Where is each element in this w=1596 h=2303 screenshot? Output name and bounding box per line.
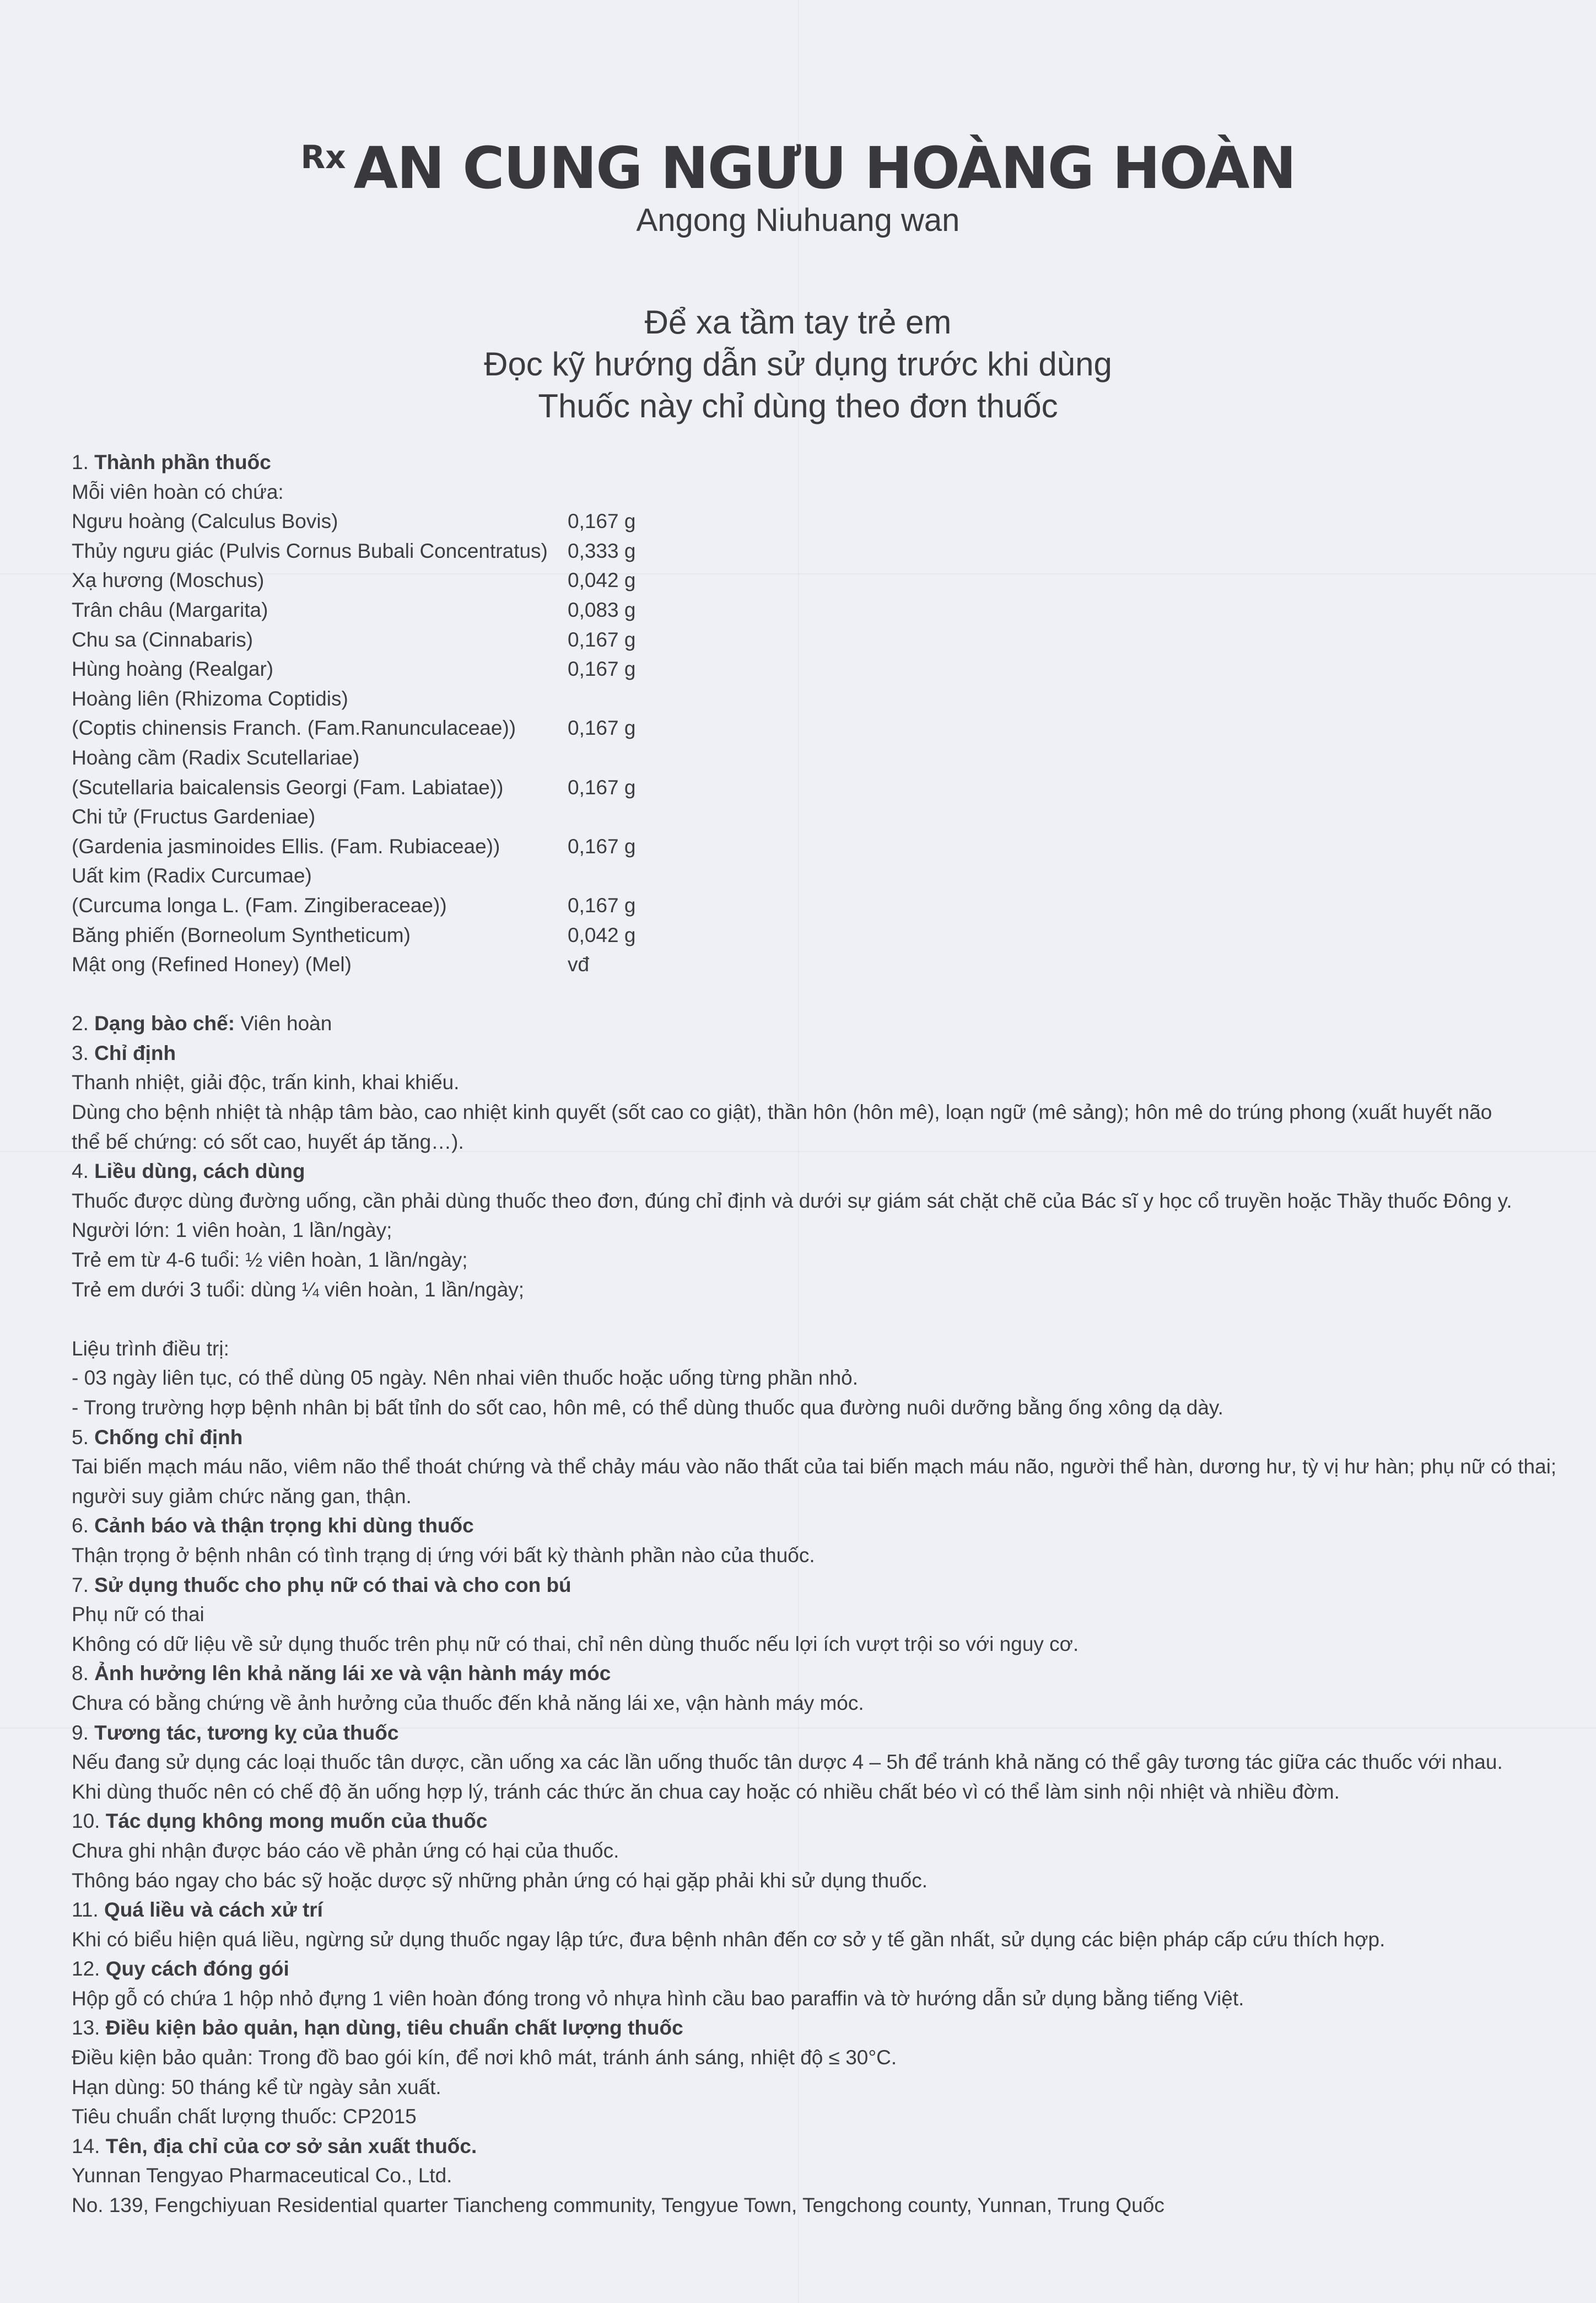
ingredient-row [72,654,1549,684]
body-text: Dùng cho bệnh nhiệt tà nhập tâm bào, cao nhiệt kinh quyết (sốt cao co giật), thần hôn (hôn mê), loạn ngữ (mê sảng); hôn mê do trúng phong (xuất huyết não [72,1101,1492,1124]
ingredient-amount: 0,083 g [568,598,636,621]
spacer [72,1304,1549,1334]
warning-block [0,302,1596,427]
ingredient-row [72,536,1549,566]
ingredient-amount [568,861,733,891]
ingredient-amount: 0,167 g [568,628,636,651]
section-number: 1. [72,451,89,473]
treatment-course-title: Liệu trình điều trị: [72,1337,229,1360]
section-heading [72,1806,1549,1836]
ingredient-row [72,625,1549,655]
section-number: 10. [72,1810,100,1833]
body-text: Hộp gỗ có chứa 1 hộp nhỏ đựng 1 viên hoàn đóng trong vỏ nhựa hình cầu bao paraffin và tờ hướng dẫn sử dụng bằng tiếng Việt. [72,1987,1244,2010]
warning-line: Đọc kỹ hướng dẫn sử dụng trước khi dùng [484,346,1112,383]
ingredient-amount: vđ [568,953,590,976]
section-heading [72,1659,1549,1688]
leaflet-body [72,448,1557,2220]
ingredient-name: Xạ hương (Moschus) [72,569,265,592]
ingredient-amount: 0,167 g [568,894,636,917]
manufacturer-address: No. 139, Fengchiyuan Residential quarter Tiancheng community, Tengyue Town, Tengchong county, Yunnan, Trung Quốc [72,2194,1164,2217]
body-text: Khi có biểu hiện quá liều, ngừng sử dụng thuốc ngay lập tức, đưa bệnh nhân đến cơ sở y tế gần nhất, sử dụng các biện pháp cấp cứu thích hợp. [72,1928,1385,1951]
ingredient-name: (Scutellaria baicalensis Georgi (Fam. Labiatae)) [72,776,504,799]
product-title [0,124,1596,201]
section-title: Điều kiện bảo quản, hạn dùng, tiêu chuẩn chất lượng thuốc [105,2016,683,2040]
section-number: 8. [72,1662,89,1685]
ingredient-row [72,921,1549,950]
ingredient-name: Uất kim (Radix Curcumae) [72,864,312,887]
section-title: Liều dùng, cách dùng [94,1160,305,1183]
section-number: 4. [72,1160,89,1183]
body-text: - 03 ngày liên tục, có thể dùng 05 ngày. Nên nhai viên thuốc hoặc uống từng phần nhỏ. [72,1366,859,1390]
section-title: Tên, địa chỉ của cơ sở sản xuất thuốc. [105,2134,477,2157]
body-text: Phụ nữ có thai [72,1603,204,1626]
section-heading [72,1718,1549,1748]
manufacturer-name: Yunnan Tengyao Pharmaceutical Co., Ltd. [72,2164,452,2187]
section-title: Cảnh báo và thận trọng khi dùng thuốc [94,1514,474,1537]
section-title: Chỉ định [94,1041,176,1064]
section-number: 9. [72,1721,89,1744]
ingredient-name: Mật ong (Refined Honey) (Mel) [72,953,352,976]
section-heading [72,1570,1549,1600]
section-number: 5. [72,1425,89,1449]
document-header [0,124,1596,427]
ingredient-amount: 0,042 g [568,569,636,592]
section-title: Thành phần thuốc [94,451,271,473]
body-text: Thận trọng ở bệnh nhân có tình trạng dị ứng với bất kỳ thành phần nào của thuốc. [72,1543,815,1567]
warning-line: Để xa tầm tay trẻ em [644,304,952,341]
ingredient-name: (Coptis chinensis Franch. (Fam.Ranunculaceae)) [72,717,516,740]
product-latin-name: Angong Niuhuang wan [636,202,960,238]
ingredient-amount: 0,333 g [568,539,636,562]
body-text: Trẻ em từ 4-6 tuổi: ½ viên hoàn, 1 lần/ngày; [72,1249,468,1272]
ingredient-row [72,950,1549,980]
body-text: Thuốc được dùng đường uống, cần phải dùng thuốc theo đơn, đúng chỉ định và dưới sự giám sát chặt chẽ của Bác sĩ y học cổ truyền hoặc Thầy thuốc Đông y. [72,1189,1512,1212]
ingredient-amount: 0,167 g [568,510,636,533]
body-text: thể bế chứng: có sốt cao, huyết áp tăng…). [72,1130,464,1153]
ingredient-row [72,684,1549,714]
body-text: Nếu đang sử dụng các loại thuốc tân dược, cần uống xa các lần uống thuốc tân dược 4 – 5h để tránh khả năng có thể gây tương tác giữa các thuốc với nhau. [72,1751,1503,1774]
ingredient-row [72,507,1549,536]
ingredient-name: Thủy ngưu giác (Pulvis Cornus Bubali Concentratus) [72,539,548,562]
section-heading [72,448,1549,477]
ingredient-name: Ngưu hoàng (Calculus Bovis) [72,510,338,533]
body-text: Không có dữ liệu về sử dụng thuốc trên phụ nữ có thai, chỉ nên dùng thuốc nếu lợi ích vượt trội so với nguy cơ. [72,1632,1079,1655]
product-name: AN CUNG NGƯU HOÀNG HOÀN [353,134,1296,202]
section-heading [72,2013,1549,2043]
ingredient-name: (Curcuma longa L. (Fam. Zingiberaceae)) [72,894,447,917]
body-text: người suy giảm chức năng gan, thận. [72,1484,412,1508]
ingredient-row [72,832,1549,862]
ingredient-list [72,507,1549,980]
section-heading [72,1511,1549,1541]
ingredient-name: Hùng hoàng (Realgar) [72,658,274,681]
body-text: Tai biến mạch máu não, viêm não thể thoát chứng và thể chảy máu vào não thất của tai biến mạch máu não, người thể hàn, dương hư, tỳ vị hư hàn; phụ nữ có thai; [72,1455,1557,1478]
ingredient-amount: 0,167 g [568,658,636,681]
warning-line: Thuốc này chỉ dùng theo đơn thuốc [538,388,1058,424]
ingredient-name: Hoàng cầm (Radix Scutellariae) [72,746,360,769]
dosage-form-value: Viên hoàn [235,1012,332,1035]
section-heading [72,1038,1549,1068]
ingredient-row [72,566,1549,595]
ingredient-row [72,773,1549,803]
body-text: Điều kiện bảo quản: Trong đồ bao gói kín, để nơi khô mát, tránh ánh sáng, nhiệt độ ≤ 30°C. [72,2046,897,2069]
section-number: 11. [72,1898,99,1922]
ingredient-amount: 0,042 g [568,923,636,946]
ingredient-row [72,743,1549,773]
section-heading [72,1423,1549,1452]
rx-mark: Rx [300,138,346,176]
ingredients-intro: Mỗi viên hoàn có chứa: [72,480,284,503]
ingredient-amount [568,743,733,773]
ingredient-row [72,861,1549,891]
section-title: Quá liều và cách xử trí [104,1898,323,1922]
ingredient-name: Hoàng liên (Rhizoma Coptidis) [72,687,348,710]
section-title: Tác dụng không mong muốn của thuốc [105,1810,488,1833]
ingredient-amount: 0,167 g [568,776,636,799]
ingredient-row [72,891,1549,921]
body-text: Tiêu chuẩn chất lượng thuốc: CP2015 [72,2105,417,2128]
section-number: 13. [72,2016,100,2040]
ingredient-row [72,713,1549,743]
section-number: 14. [72,2134,100,2157]
body-text: Thanh nhiệt, giải độc, trấn kinh, khai khiếu. [72,1071,460,1094]
ingredient-row [72,595,1549,625]
body-text: Khi dùng thuốc nên có chế độ ăn uống hợp lý, tránh các thức ăn chua cay hoặc có nhiều chất béo vì có thể làm sinh nội nhiệt và nhiều đờm. [72,1780,1340,1803]
body-text: Chưa ghi nhận được báo cáo về phản ứng có hại của thuốc. [72,1839,619,1862]
body-text: Chưa có bằng chứng về ảnh hưởng của thuốc đến khả năng lái xe, vận hành máy móc. [72,1691,864,1714]
section-title: Quy cách đóng gói [105,1957,289,1981]
ingredient-name: Chu sa (Cinnabaris) [72,628,254,651]
section-title: Sử dụng thuốc cho phụ nữ có thai và cho con bú [94,1573,571,1596]
section-heading [72,1156,1549,1186]
section-number: 7. [72,1573,89,1596]
section-number: 3. [72,1041,89,1064]
section-number: 12. [72,1957,100,1981]
section-heading [72,1954,1549,1984]
body-text: Người lớn: 1 viên hoàn, 1 lần/ngày; [72,1219,392,1242]
section-title: Tương tác, tương kỵ của thuốc [94,1721,399,1744]
ingredient-amount [568,802,733,832]
body-text: - Trong trường hợp bệnh nhân bị bất tỉnh do sốt cao, hôn mê, có thể dùng thuốc qua đường nuôi dưỡng bằng ống xông dạ dày. [72,1396,1223,1419]
section-title: Dạng bào chế: [94,1012,235,1035]
ingredient-name: Băng phiến (Borneolum Syntheticum) [72,923,411,946]
ingredient-name: Trân châu (Margarita) [72,598,268,621]
spacer [72,980,1549,1009]
body-text: Thông báo ngay cho bác sỹ hoặc dược sỹ những phản ứng có hại gặp phải khi sử dụng thuốc. [72,1869,928,1892]
section-heading [72,1895,1549,1925]
section-number: 2. [72,1012,89,1035]
section-title: Ảnh hưởng lên khả năng lái xe và vận hành máy móc [94,1662,611,1685]
section-heading [72,1009,1549,1038]
body-text: Trẻ em dưới 3 tuổi: dùng ¼ viên hoàn, 1 lần/ngày; [72,1278,525,1301]
ingredient-row [72,802,1549,832]
section-heading [72,2132,1549,2161]
ingredient-amount: 0,167 g [568,717,636,740]
section-number: 6. [72,1514,89,1537]
section-title: Chống chỉ định [94,1425,243,1449]
ingredient-name: (Gardenia jasminoides Ellis. (Fam. Rubiaceae)) [72,835,500,858]
body-text: Hạn dùng: 50 tháng kể từ ngày sản xuất. [72,2075,441,2098]
ingredient-amount: 0,167 g [568,835,636,858]
ingredient-name: Chi tử (Fructus Gardeniae) [72,805,316,828]
ingredient-amount [568,684,733,714]
